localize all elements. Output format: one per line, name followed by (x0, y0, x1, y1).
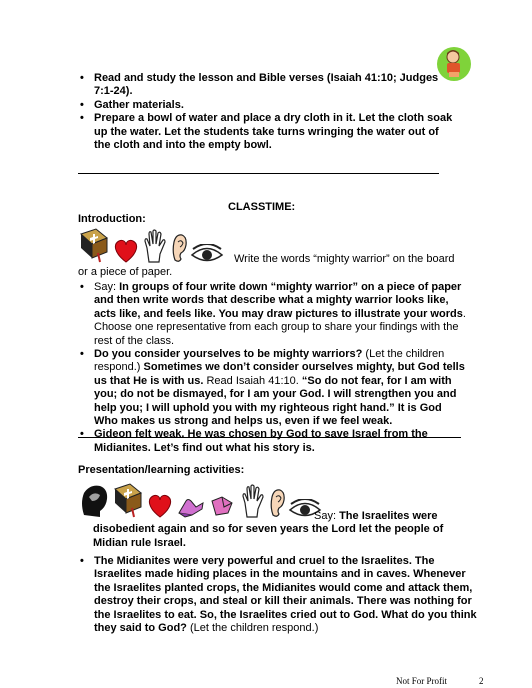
list-item: • The Midianites were very powerful and cruel to the Israelites. The Israelites made hiding places in the mountains and in caves. Whenever the Israelites planted crops, the Midianites would come and attack them, destroy their crops, and steal or kill their animals. There was nothing for the Israelites to eat. So, the Israelites cried out to God. What do you think they said to God? (Let the children respond.) (78, 555, 478, 635)
introduction-heading: Introduction: (78, 213, 146, 225)
intro-lead-text: Write the words “mighty warrior” on the board or a piece of paper. (78, 253, 455, 279)
presentation-list (78, 555, 478, 635)
list-item: • Say: In groups of four write down “mighty warrior” on a piece of paper and then write words that describe what a mighty warrior looks like, acts like, and feels like. You may draw pictures to illustrate your words. Choose one representative from each group to share your findings with the rest of the class. (78, 281, 468, 348)
classtime-heading: CLASSTIME: (228, 201, 296, 213)
presentation-lead-text: Say: The Israelites were disobedient again and so for seven years the Lord let the people of Midian rule Israel. (93, 510, 444, 549)
list-item: • Prepare a bowl of water and place a dry cloth in it. Let the cloth soak up the water. Let the students take turns wringing the water out of the cloth and into the empty bowl. (78, 112, 458, 152)
intro-list (78, 281, 468, 455)
divider (78, 173, 439, 174)
list-item: • Read and study the lesson and Bible verses (Isaiah 41:10; Judges 7:1-24). (78, 72, 458, 99)
footer-text: Not For Profit (396, 676, 448, 686)
page-number: 2 (479, 676, 484, 686)
prep-list (78, 72, 458, 152)
presentation-heading: Presentation/learning activities: (78, 464, 245, 476)
divider (78, 437, 461, 438)
list-item: • Gideon felt weak. He was chosen by God to save Israel from the Midianites. Let’s find out what his story is. (78, 428, 468, 455)
list-item: • Gather materials. (78, 99, 458, 112)
list-item: • Do you consider yourselves to be mighty warriors? (Let the children respond.) Sometimes we don’t consider ourselves mighty, but God tells us that He is with us. Read Isaiah 41:10. “So do not fear, for I am with you; do not be dismayed, for I am your God. I will strengthen you and help you; I will uphold you with my righteous right hand.” It is God Who makes us strong and helps us, even if we feel weak. (78, 348, 468, 428)
